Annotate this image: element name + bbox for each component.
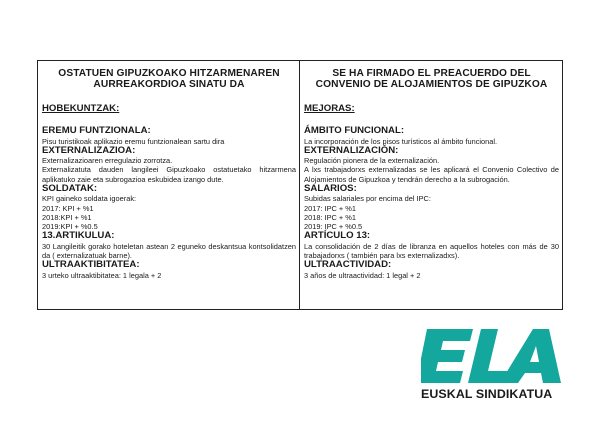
basque-heading: HOBEKUNTZAK:: [42, 103, 120, 114]
ela-logo: [421, 327, 565, 385]
basque-title: [42, 68, 296, 90]
basque-section-2-text-1: Externalizazioaren erregulazio zorrotza.: [42, 156, 173, 166]
spanish-title-line-1: SE HA FIRMADO EL PREACUERDO DEL: [332, 68, 531, 79]
basque-section-3-text-3: 2018:KPI + %1: [42, 212, 92, 222]
spanish-section-3-title: SALARIOS:: [304, 182, 357, 194]
basque-section-2-title: EXTERNALIZAZIOA:: [42, 144, 136, 156]
basque-section-5-title: ULTRAAKTIBITATEA:: [42, 259, 140, 271]
agreement-table: [37, 60, 563, 310]
basque-title-line-1: OSTATUEN GIPUZKOAKO HITZARMENAREN: [58, 68, 280, 79]
spanish-section-1-text: La incorporación de los pisos turísticos al ámbito funcional.: [304, 136, 498, 146]
ela-logo-mark: [421, 329, 561, 383]
spanish-section-4-text: La consolidación de 2 días de libranza en aquellos hoteles con más de 30 trabajadorxs ( también para lxs externalizadxs).: [304, 241, 559, 260]
ela-logo-text: EUSKAL SINDIKATUA: [421, 387, 553, 401]
spanish-section-3-text-3: 2018: IPC + %1: [304, 212, 356, 222]
basque-column: [38, 61, 300, 309]
basque-section-1-text: Pisu turistikoak aplikazio eremu funtzionalean sartu dira: [42, 136, 225, 146]
spanish-section-3-text-2: 2017: IPC + %1: [304, 203, 356, 213]
basque-section-4-title: 13.ARTIKULUA:: [42, 230, 115, 242]
spanish-section-4-title: ARTÍCULO 13:: [304, 230, 371, 242]
spanish-section-2-text-1: Regulación pionera de la externalización.: [304, 156, 440, 166]
spanish-section-3-text-4: 2019: IPC + %0.5: [304, 221, 363, 231]
basque-section-5-text: 3 urteko ultraaktibitatea: 1 legala + 2: [42, 270, 162, 280]
basque-section-3-text-1: KPI gaineko soldata igoerak:: [42, 194, 137, 204]
spanish-section-2-text-2: A lxs trabajadorxs externalizadas se les aplicará el Convenio Colectivo de Alojamientos de Gipuzkoa y tendrán derecho a la subrogación.: [304, 165, 559, 184]
basque-title-line-2: AURREAKORDIOA SINATU DA: [93, 79, 245, 90]
spanish-heading: MEJORAS:: [304, 103, 355, 114]
spanish-section-2-title: EXTERNALIZACIÓN:: [304, 144, 399, 156]
spanish-section-5-title: ULTRAACTIVIDAD:: [304, 259, 392, 271]
spanish-section-1-title: ÁMBITO FUNCIONAL:: [304, 125, 405, 136]
spanish-title-line-2: CONVENIO DE ALOJAMIENTOS DE GIPUZKOA: [315, 79, 548, 90]
basque-section-2-text-2: Externalizatuta dauden langileei Gipuzkoako ostatuetako hitzarmena aplikatuko zaie eta subrogazioa eskubidea izango dute.: [42, 165, 296, 184]
basque-section-3-text-2: 2017: KPI + %1: [42, 203, 94, 213]
basque-section-3-text-4: 2019:KPI + %0.5: [42, 221, 98, 231]
basque-section-4-text: 30 Langileitik gorako hoteletan astean 2 eguneko deskantsua kontsolidatzen da ( externalizatuak barne).: [42, 241, 296, 260]
basque-section-1-title: EREMU FUNTZIONALA:: [42, 125, 151, 136]
spanish-section-3-text-1: Subidas salariales por encima del IPC:: [304, 194, 431, 204]
spanish-title: [304, 68, 559, 90]
spanish-column: [300, 61, 562, 309]
basque-section-3-title: SOLDATAK:: [42, 182, 98, 194]
spanish-section-5-text: 3 años de ultraactividad: 1 legal + 2: [304, 270, 421, 280]
